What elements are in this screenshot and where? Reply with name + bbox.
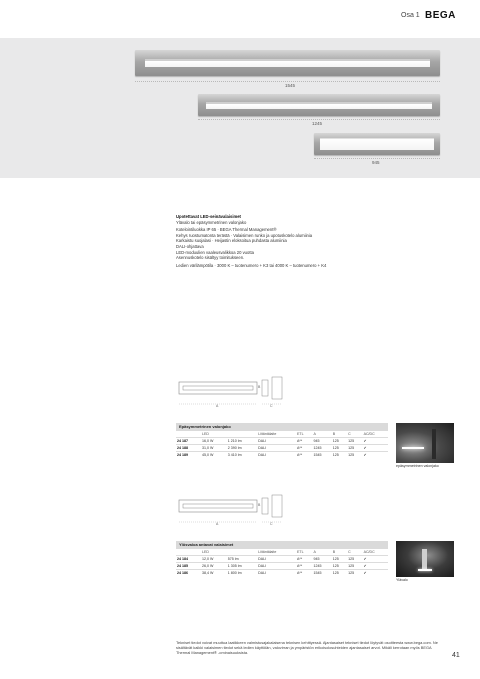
column-header: AC/DC (363, 550, 375, 554)
technical-drawing-2 (176, 494, 286, 530)
table-cell: A** (296, 438, 313, 445)
table-cell: 1245 (313, 445, 332, 452)
article-number: 24 188 (176, 445, 201, 452)
description-line: Ledien värilämpötila · 3000 K – tuotenumero + K3 tai 4000 K – tuotenumero + K4 (176, 262, 327, 268)
description-line: Karkaistu suojalasi · Heijastin eloksoitua puhdasta alumiinia (176, 238, 287, 244)
check-icon: ✔ (363, 570, 388, 577)
table-cell: 125 (332, 452, 347, 459)
table-cell: 1245 (313, 563, 332, 570)
table-cell: A** (296, 452, 313, 459)
table-cell: 125 (347, 556, 362, 563)
table-title: Ylösvaloa antavat valaisimet (176, 541, 388, 549)
spec-table-asymmetric (176, 423, 388, 458)
column-header: Liitäntälaite (258, 432, 277, 436)
product-description (176, 214, 426, 268)
column-header: C (348, 432, 351, 436)
table-cell: 1 800 lm (227, 570, 257, 577)
table-cell: DALI (257, 452, 296, 459)
table-cell: 945 (313, 438, 332, 445)
dimension-a-label: A (216, 404, 219, 408)
table-cell: 945 (313, 556, 332, 563)
article-number: 24 189 (176, 452, 201, 459)
table-cell: 125 (332, 438, 347, 445)
column-header: A (313, 432, 316, 436)
table-cell: 16,0 W (201, 438, 227, 445)
column-header: AC/DC (363, 432, 375, 436)
dimension-b-label: B (258, 385, 261, 389)
column-header: LED (202, 432, 210, 436)
table-cell: 125 (347, 570, 362, 577)
table-cell: 2 390 lm (227, 445, 257, 452)
description-subtitle: Ylävalo tai epäsymmetrinen valonjako (176, 219, 247, 225)
table-row (176, 570, 388, 577)
article-number: 24 186 (176, 570, 201, 577)
check-icon: ✔ (363, 438, 388, 445)
column-header: A (313, 550, 316, 554)
page-number: 41 (452, 652, 460, 659)
check-icon: ✔ (363, 445, 388, 452)
dimension-label: 945 (372, 160, 380, 165)
luminaire-945 (314, 133, 440, 155)
check-icon: ✔ (363, 452, 388, 459)
column-header: ETL (297, 432, 304, 436)
table-cell: 125 (332, 570, 347, 577)
photo-caption: epäsymmetrinen valonjako (396, 464, 439, 468)
photo-asymmetric-light (396, 423, 454, 463)
table-cell: A** (296, 556, 313, 563)
table-row (176, 438, 388, 445)
dimension-c-label: C (270, 522, 273, 526)
table-cell: 125 (332, 445, 347, 452)
table-cell: DALI (257, 438, 296, 445)
table-cell: DALI (257, 570, 296, 577)
hero-panel (0, 38, 480, 178)
brand-logo: BEGA (425, 10, 456, 21)
table-cell: 125 (332, 556, 347, 563)
description-title: Upotettavat LED-seinävalaisimet (176, 214, 241, 219)
description-line: DALI-ohjattava (176, 243, 204, 249)
table-row (176, 556, 388, 563)
table-cell: 1545 (313, 452, 332, 459)
table-cell: DALI (257, 556, 296, 563)
technical-drawing-1 (176, 376, 286, 412)
column-header: Liitäntälaite (258, 550, 277, 554)
description-line: Asennuskotelo sisältyy toimitukseen. (176, 255, 245, 261)
table-cell: 1545 (313, 570, 332, 577)
table-cell: 38,4 W (201, 570, 227, 577)
table-cell: 1 305 lm (227, 563, 257, 570)
article-number: 24 187 (176, 438, 201, 445)
check-icon: ✔ (363, 556, 388, 563)
table-cell: 125 (347, 438, 362, 445)
table-cell: 3 410 lm (227, 452, 257, 459)
column-header: C (348, 550, 351, 554)
table-cell: A** (296, 570, 313, 577)
table-title: Epäsymmetrinen valonjako (176, 423, 388, 431)
table-cell: DALI (257, 563, 296, 570)
table-cell: 125 (347, 563, 362, 570)
table-cell: 12,0 W (201, 556, 227, 563)
table-cell: 31,0 W (201, 445, 227, 452)
table-cell: A** (296, 563, 313, 570)
table-cell: 1 210 lm (227, 438, 257, 445)
article-number: 24 184 (176, 556, 201, 563)
column-header: LED (202, 550, 210, 554)
table-cell: 125 (347, 445, 362, 452)
section-label: Osa 1 (401, 12, 420, 19)
description-line: LED-moduulien vaaleusvalikkoa 20 vuotta (176, 249, 254, 255)
table-row (176, 452, 388, 459)
column-header: B (332, 550, 336, 554)
dimension-b-label: B (258, 503, 261, 507)
column-header: ETL (297, 550, 304, 554)
table-cell: 125 (332, 563, 347, 570)
luminaire-1545 (135, 50, 440, 76)
photo-caption: Ylävalo (396, 578, 408, 582)
luminaire-1245 (198, 94, 440, 116)
dimension-label: 1245 (312, 121, 323, 126)
article-number: 24 185 (176, 563, 201, 570)
table-cell: 45,0 W (201, 452, 227, 459)
table-cell: 125 (347, 452, 362, 459)
check-icon: ✔ (363, 563, 388, 570)
footer-note: Tekniset tiedot voivat muuttua laatikkeen valmistusajakalaisena teknisen kehittyessä. Ajantasaiset tekniset tiedot löytyvät osoitteesta www.bega.com. Ne sisältävät kaikki valaisimen tiedot sekä ledien käyttöiän, valovirran ja ympäristön erikoisolosuhteiden ajantasaiset arvot. Mikäli kerrotaan myös BEGA Thermal Management® -ominaisuuksista. (176, 640, 438, 656)
dimension-c-label: C (270, 404, 273, 408)
dimension-label: 1545 (285, 83, 296, 88)
table-cell: A** (296, 445, 313, 452)
table-cell: 26,0 W (201, 563, 227, 570)
table-row (176, 445, 388, 452)
description-line: Kotelointiluokka IP 65 · BEGA Thermal Management® (176, 227, 277, 233)
description-line: Kehys ruostumatonta terästä · Valaisimen runko ja upotuskotelo alumiinia (176, 232, 313, 238)
dimension-a-label: A (216, 522, 219, 526)
table-row (176, 563, 388, 570)
spec-table-uplight (176, 541, 388, 576)
column-header: B (332, 432, 336, 436)
table-cell: DALI (257, 445, 296, 452)
table-cell: 575 lm (227, 556, 257, 563)
photo-uplight (396, 541, 454, 577)
